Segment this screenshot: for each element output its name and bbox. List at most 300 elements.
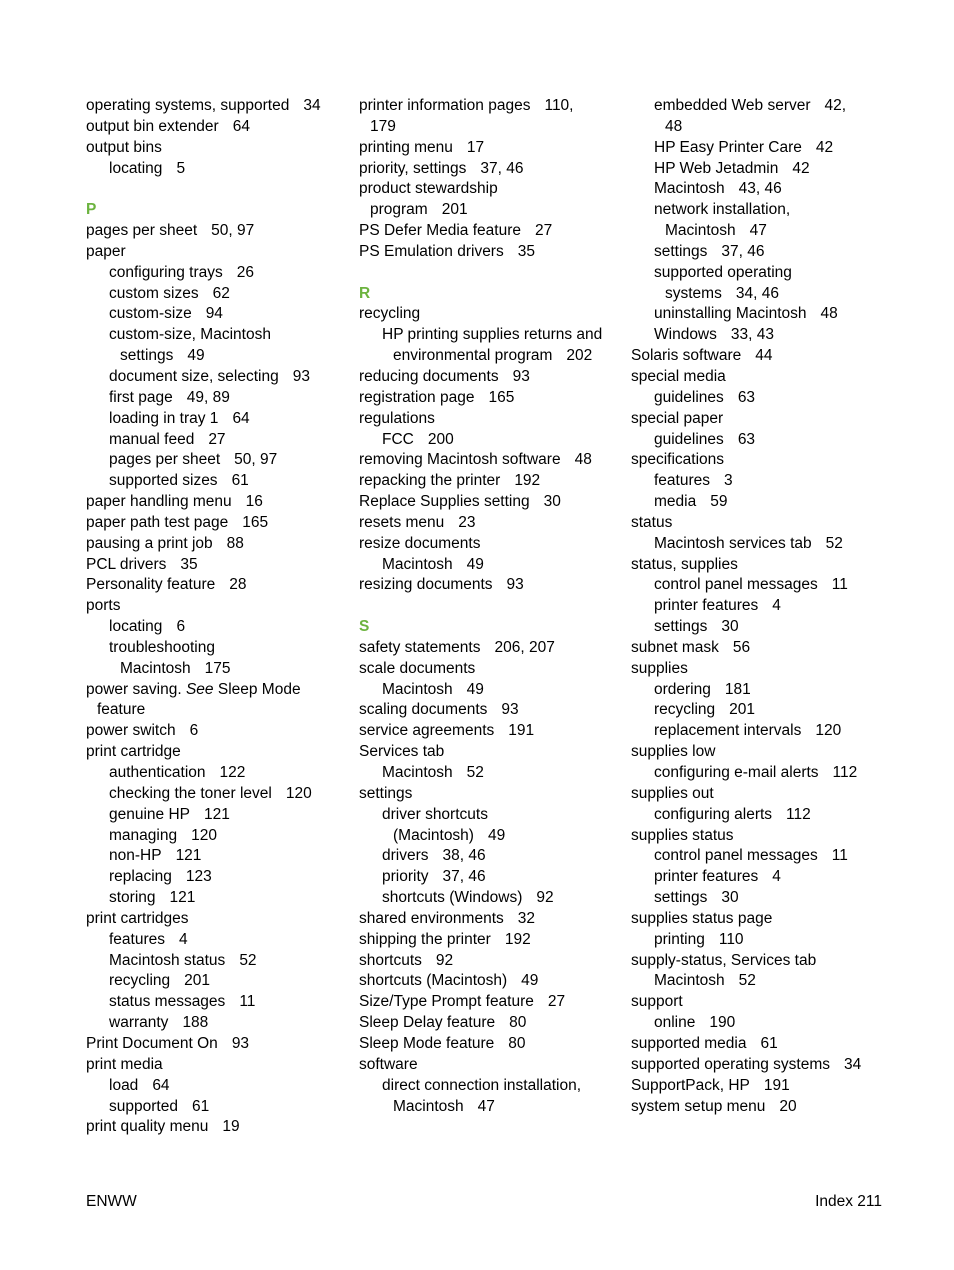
index-entry (631, 1055, 893, 1076)
page-reference: 110, (544, 97, 574, 114)
page-reference: 165 (488, 388, 515, 406)
page-reference: 20 (779, 1097, 797, 1115)
index-term: output bins (86, 138, 162, 156)
index-subentry (86, 450, 348, 471)
footer-left: ENWW (86, 1193, 137, 1210)
index-term: power saving. (86, 680, 182, 698)
page-reference: 4 (179, 930, 188, 948)
page-reference: 30 (721, 889, 739, 907)
index-entry (359, 992, 621, 1013)
index-term: removing Macintosh software (359, 451, 561, 469)
index-entry (86, 721, 348, 742)
index-term: print cartridge (86, 743, 181, 761)
index-term: printing (654, 930, 705, 948)
index-term: configuring trays (109, 263, 223, 281)
index-subentry (631, 325, 893, 346)
index-subentry (631, 242, 893, 263)
index-term: pausing a print job (86, 534, 213, 552)
index-subentry (631, 930, 893, 951)
index-subentry (86, 951, 348, 972)
page-reference: 37, 46 (721, 242, 765, 260)
index-term: printer features (654, 868, 759, 886)
index-term: supported operating systems (631, 1055, 831, 1073)
page-reference: 62 (212, 284, 230, 302)
index-term: Macintosh (654, 180, 725, 198)
page-reference: 80 (508, 1034, 526, 1052)
index-term: Macintosh status (109, 951, 226, 969)
index-term: paper (86, 242, 126, 260)
index-subentry (86, 930, 348, 951)
index-entry (359, 721, 621, 742)
index-entry (631, 346, 893, 367)
page-reference: 202 (566, 347, 593, 365)
index-subentry (359, 325, 621, 346)
index-subentry (359, 680, 621, 701)
page-reference: 34 (844, 1055, 862, 1073)
page-reference: 191 (508, 722, 535, 740)
index-term: printer information pages (359, 97, 531, 114)
index-term: output bin extender (86, 117, 219, 135)
index-term: Macintosh services tab (654, 534, 812, 552)
index-term: settings (654, 618, 708, 636)
index-subentry (631, 971, 893, 992)
index-subentry (86, 388, 348, 409)
index-term: special paper (631, 409, 724, 427)
index-entry (631, 659, 893, 680)
index-term: support (631, 993, 683, 1011)
index-term: manual feed (109, 430, 195, 448)
index-term: print media (86, 1055, 163, 1073)
index-column-3 (631, 96, 893, 1117)
index-term: regulations (359, 409, 435, 427)
index-entry (359, 117, 621, 138)
index-entry (359, 1034, 621, 1055)
index-subentry (359, 763, 621, 784)
index-term: ports (86, 597, 121, 615)
index-subentry (359, 555, 621, 576)
index-subentry (86, 659, 348, 680)
index-term: configuring alerts (654, 805, 773, 823)
index-entry (86, 138, 348, 159)
index-term: Macintosh (382, 555, 453, 573)
index-term: status (631, 513, 673, 531)
index-subentry (631, 596, 893, 617)
index-subentry (86, 805, 348, 826)
page-reference: 61 (231, 472, 249, 490)
index-subentry (631, 492, 893, 513)
index-term: scaling documents (359, 701, 488, 719)
page-reference: 192 (504, 930, 531, 948)
page-reference: 49 (521, 972, 539, 990)
index-subentry (86, 846, 348, 867)
page-reference: 48 (574, 451, 592, 469)
page-reference: 112 (832, 764, 858, 781)
index-term: ordering (654, 680, 711, 698)
page-reference: 63 (737, 388, 756, 406)
index-term: custom-size, Macintosh (109, 326, 271, 344)
index-term: pages per sheet (109, 451, 221, 469)
index-term: recycling (359, 305, 421, 323)
index-term: PS Emulation drivers (359, 242, 504, 260)
index-subentry (86, 159, 348, 180)
page-reference: 92 (435, 951, 454, 969)
page-reference: 52 (466, 764, 484, 781)
index-entry (631, 1076, 893, 1097)
index-term: reducing documents (359, 367, 499, 385)
index-term: driver shortcuts (382, 805, 488, 823)
index-subentry (86, 867, 348, 888)
page-reference: 5 (176, 159, 186, 177)
page-reference: 201 (441, 201, 468, 219)
index-term: resizing documents (359, 576, 493, 594)
index-term: locating (109, 618, 163, 636)
index-subentry (359, 430, 621, 451)
index-entry (631, 450, 893, 471)
index-subentry (631, 96, 893, 117)
index-subentry (631, 138, 893, 159)
index-term: PS Defer Media feature (359, 222, 521, 240)
index-term: locating (109, 159, 163, 177)
page-reference: 49, 89 (186, 388, 230, 406)
index-term: configuring e-mail alerts (654, 764, 819, 781)
page-reference: 27 (534, 222, 553, 240)
index-term: HP printing supplies returns and (382, 326, 603, 344)
index-subentry (86, 826, 348, 847)
see-reference: See (185, 680, 214, 698)
index-term: Services tab (359, 743, 445, 761)
index-term: non-HP (109, 847, 162, 865)
index-subentry (631, 721, 893, 742)
index-entry (631, 555, 893, 576)
index-column-1 (86, 96, 348, 1138)
index-column-2 (359, 96, 621, 1117)
index-subentry (631, 575, 893, 596)
index-term: Print Document On (86, 1034, 218, 1052)
page-reference: 49 (466, 555, 484, 573)
index-term: supplies low (631, 743, 716, 761)
index-entry (631, 1097, 893, 1118)
index-subentry (631, 805, 893, 826)
index-term: HP Easy Printer Care (654, 138, 802, 156)
index-term: FCC (382, 430, 414, 448)
page-reference: 42, (824, 97, 847, 114)
index-entry (359, 200, 621, 221)
index-term: managing (109, 826, 178, 844)
index-term: Windows (654, 326, 717, 344)
index-term: settings (359, 784, 413, 802)
index-subentry (631, 284, 893, 305)
index-term: SupportPack, HP (631, 1076, 750, 1094)
index-term: program (370, 201, 428, 219)
page-reference: 120 (285, 784, 312, 802)
index-subentry (359, 805, 621, 826)
index-entry (86, 117, 348, 138)
page-reference: 34, 46 (735, 284, 779, 302)
index-term: control panel messages (654, 847, 818, 865)
page-reference: 63 (737, 430, 756, 448)
index-subentry (86, 1097, 348, 1118)
index-term: service agreements (359, 722, 495, 740)
index-entry (86, 1034, 348, 1055)
page-reference: 30 (543, 493, 561, 511)
index-subentry (86, 263, 348, 284)
footer-page-number: Index 211 (815, 1193, 882, 1210)
index-subentry (86, 784, 348, 805)
index-term: Macintosh (393, 1097, 464, 1115)
index-term: replacing (109, 868, 172, 886)
page-reference: 165 (242, 513, 269, 531)
index-term: Sleep Mode feature (359, 1034, 495, 1052)
index-term: feature (97, 701, 146, 719)
index-term: Macintosh (382, 764, 453, 781)
page-reference: 188 (182, 1014, 209, 1032)
index-term: recycling (654, 701, 716, 719)
index-term: operating systems, supported (86, 97, 290, 114)
index-term: supported media (631, 1034, 747, 1052)
page-reference: 121 (175, 847, 202, 865)
index-term: settings (654, 242, 708, 260)
index-subentry (631, 221, 893, 242)
index-entry (86, 555, 348, 576)
index-term: checking the toner level (109, 784, 272, 802)
page-reference: 44 (755, 347, 773, 365)
page-reference: 42 (815, 138, 834, 156)
index-term: paper path test page (86, 513, 229, 531)
index-subentry (631, 263, 893, 284)
index-subentry (359, 1076, 621, 1097)
page-reference: 64 (152, 1076, 170, 1094)
index-term: custom sizes (109, 284, 199, 302)
index-subentry (631, 867, 893, 888)
index-subentry (359, 346, 621, 367)
section-letter: S (359, 618, 370, 636)
index-subentry (86, 304, 348, 325)
index-subentry (86, 367, 348, 388)
index-subentry (86, 763, 348, 784)
index-term: safety statements (359, 638, 481, 656)
index-term: warranty (109, 1014, 169, 1032)
index-term: media (654, 493, 697, 511)
page-reference: 49 (466, 680, 484, 698)
index-entry (86, 1117, 348, 1138)
index-term: control panel messages (654, 576, 818, 594)
page-reference: 61 (760, 1034, 778, 1052)
index-term: supported (109, 1097, 178, 1115)
index-term: features (654, 472, 711, 490)
index-subentry (631, 888, 893, 909)
index-term: (Macintosh) (393, 826, 474, 844)
index-term: genuine HP (109, 805, 191, 823)
index-term: load (109, 1076, 139, 1094)
index-subentry (359, 826, 621, 847)
index-subentry (86, 325, 348, 346)
page-reference: 34 (303, 97, 321, 114)
index-entry (359, 221, 621, 242)
index-term: Macintosh (665, 222, 736, 240)
index-term: product stewardship (359, 180, 498, 198)
page-reference: 50, 97 (211, 222, 255, 240)
page-reference: 122 (219, 764, 246, 781)
index-entry (359, 304, 621, 325)
page-reference: 48 (820, 305, 838, 323)
index-term: supplies status (631, 826, 734, 844)
index-entry (359, 930, 621, 951)
page-reference: 19 (222, 1118, 240, 1136)
page-reference: 93 (506, 576, 524, 594)
index-entry (359, 659, 621, 680)
index-subentry (86, 617, 348, 638)
page-reference: 30 (721, 618, 739, 636)
index-subentry (86, 1076, 348, 1097)
index-term: Size/Type Prompt feature (359, 993, 534, 1011)
index-term: supplies out (631, 784, 714, 802)
page-reference: 93 (292, 367, 310, 385)
index-term: repacking the printer (359, 472, 501, 490)
index-entry (631, 951, 893, 972)
index-term: 179 (370, 117, 396, 135)
index-entry (86, 492, 348, 513)
page-reference: 49 (187, 347, 205, 365)
page-reference: 28 (229, 576, 247, 594)
page-reference: 56 (732, 638, 751, 656)
index-entry (631, 513, 893, 534)
page-reference: 52 (239, 951, 257, 969)
index-entry (631, 826, 893, 847)
index-term: guidelines (654, 430, 724, 448)
page-reference: 27 (208, 430, 226, 448)
section-letter: R (359, 284, 371, 302)
page-reference: 88 (226, 534, 244, 552)
index-subentry (359, 1097, 621, 1118)
page-reference: 93 (501, 701, 519, 719)
page-reference: 201 (184, 972, 211, 990)
index-subentry (359, 846, 621, 867)
index-subentry (86, 638, 348, 659)
index-entry (359, 909, 621, 930)
index-entry (86, 596, 348, 617)
index-term: printer features (654, 597, 759, 615)
index-subentry (631, 388, 893, 409)
page-reference: 64 (232, 409, 250, 427)
index-term: shipping the printer (359, 930, 491, 948)
index-entry (86, 534, 348, 555)
index-term: storing (109, 889, 156, 907)
page-reference: 42 (792, 159, 810, 177)
page-reference: 17 (466, 138, 485, 156)
index-term: embedded Web server (654, 97, 811, 114)
index-term: status messages (109, 993, 226, 1011)
index-entry (631, 638, 893, 659)
index-subentry (631, 200, 893, 221)
page-reference: 206, 207 (494, 638, 555, 656)
index-entry (86, 242, 348, 263)
index-term: supplies (631, 659, 688, 677)
index-term: system setup menu (631, 1097, 766, 1115)
page-reference: 112 (786, 805, 811, 823)
page-reference: 6 (189, 722, 199, 740)
index-entry (359, 534, 621, 555)
section-letter: P (86, 201, 97, 219)
index-term: shortcuts (359, 951, 422, 969)
index-term: priority (382, 868, 429, 886)
index-subentry (86, 971, 348, 992)
index-term: resets menu (359, 513, 445, 531)
page-reference: 181 (724, 680, 751, 698)
index-subentry (631, 304, 893, 325)
index-term: replacement intervals (654, 722, 802, 740)
page-reference: 49 (487, 826, 506, 844)
index-subentry (86, 430, 348, 451)
index-term: scale documents (359, 659, 476, 677)
index-subentry (359, 867, 621, 888)
index-term: Macintosh (654, 972, 725, 990)
index-entry (359, 513, 621, 534)
page-reference: 120 (191, 826, 217, 844)
page-reference: 27 (547, 993, 566, 1011)
index-subentry (86, 346, 348, 367)
index-entry (631, 409, 893, 430)
index-subentry (631, 763, 893, 784)
index-term: online (654, 1014, 696, 1032)
page-reference: 121 (169, 889, 196, 907)
index-entry (86, 742, 348, 763)
page-reference: 11 (831, 576, 848, 594)
index-term: PCL drivers (86, 555, 167, 573)
index-entry (86, 221, 348, 242)
index-entry (86, 680, 348, 701)
index-subentry (631, 680, 893, 701)
page-reference: 94 (205, 305, 223, 323)
index-term: document size, selecting (109, 367, 279, 385)
page-reference: 123 (185, 868, 212, 886)
index-subentry (631, 159, 893, 180)
index-entry (359, 159, 621, 180)
index-subentry (86, 409, 348, 430)
index-entry (359, 96, 621, 117)
page-reference: 50, 97 (234, 451, 278, 469)
index-entry (631, 1034, 893, 1055)
index-term: Macintosh (382, 680, 453, 698)
index-subentry (86, 1013, 348, 1034)
index-term: Sleep Delay feature (359, 1014, 496, 1032)
index-term: print quality menu (86, 1118, 209, 1136)
page-reference: 52 (825, 534, 843, 552)
index-entry (631, 909, 893, 930)
index-entry (359, 388, 621, 409)
index-term: network installation, (654, 201, 791, 219)
page-reference: 93 (231, 1034, 250, 1052)
index-term: software (359, 1055, 418, 1073)
index-term: subnet mask (631, 638, 719, 656)
index-entry (359, 700, 621, 721)
index-entry (359, 575, 621, 596)
page-reference: 61 (191, 1097, 210, 1115)
index-term: direct connection installation, (382, 1076, 582, 1094)
index-term: Macintosh (120, 659, 191, 677)
page-reference: 4 (772, 868, 781, 886)
page-reference: 32 (517, 909, 535, 927)
page-reference: 3 (724, 472, 733, 490)
index-subentry (86, 888, 348, 909)
page-reference: 201 (729, 701, 756, 719)
see-target: Sleep Mode (217, 680, 301, 698)
index-entry (86, 513, 348, 534)
page-reference: 190 (709, 1014, 736, 1032)
index-term: power switch (86, 722, 176, 740)
page-reference: 191 (763, 1076, 790, 1094)
index-term: shortcuts (Macintosh) (359, 972, 508, 990)
page-reference: 23 (458, 513, 476, 531)
